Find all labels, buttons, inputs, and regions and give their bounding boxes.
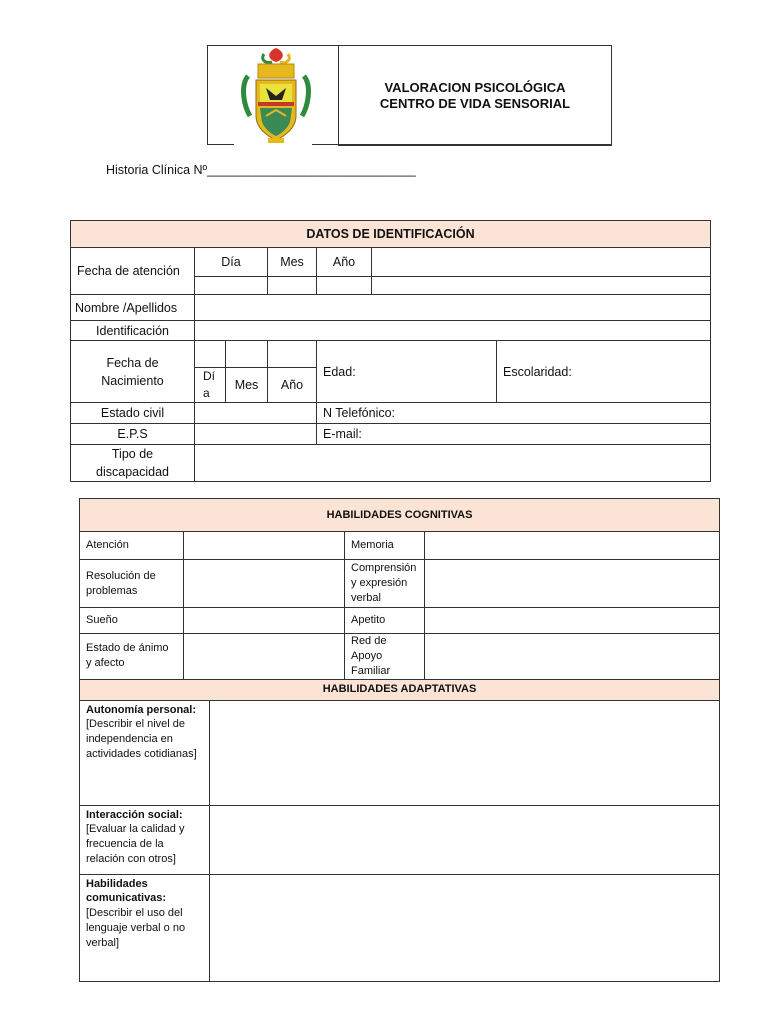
coat-of-arms-logo xyxy=(236,46,316,146)
animo-field[interactable] xyxy=(184,634,345,680)
resolucion-label: Resolución de problemas xyxy=(80,560,184,608)
comprension-field[interactable] xyxy=(425,560,720,608)
interaccion-bold: Interacción social: xyxy=(86,808,183,821)
tipo-disc-line2: discapacidad xyxy=(96,465,169,479)
nac-mes-label: Mes xyxy=(226,368,268,403)
fecha-nacimiento-line1: Fecha de xyxy=(106,355,159,370)
tipo-disc-line1: Tipo de xyxy=(111,447,154,461)
historia-clinica-line xyxy=(106,163,416,177)
fecha-nacimiento-label xyxy=(71,341,195,403)
ano-field[interactable] xyxy=(317,277,372,295)
title-line-2: CENTRO DE VIDA SENSORIAL xyxy=(379,96,571,111)
tipo-discapacidad-field[interactable] xyxy=(195,445,711,482)
ano-label: Año xyxy=(317,248,372,277)
resolucion-field[interactable] xyxy=(184,560,345,608)
red-apoyo-field[interactable] xyxy=(425,634,720,680)
comunicativas-field[interactable] xyxy=(210,874,720,981)
telefono-cell[interactable]: N Telefónico: xyxy=(317,403,711,424)
fecha-atencion-extra xyxy=(372,248,711,277)
comunicativas-bold: Habilidades comunicativas: xyxy=(86,877,167,905)
estado-civil-label: Estado civil xyxy=(71,403,195,424)
adaptativas-header: HABILIDADES ADAPTATIVAS xyxy=(80,679,720,700)
nac-ano-label: Año xyxy=(268,368,317,403)
nombre-field[interactable] xyxy=(195,295,711,321)
identificacion-header: DATOS DE IDENTIFICACIÓN xyxy=(71,221,711,248)
apetito-field[interactable] xyxy=(425,608,720,634)
nac-dia-label: Dí a xyxy=(195,368,226,403)
estado-civil-field[interactable] xyxy=(195,403,317,424)
email-cell[interactable]: E-mail: xyxy=(317,424,711,445)
edad-cell[interactable]: Edad: xyxy=(317,341,497,403)
autonomia-bold: Autonomía personal: xyxy=(86,703,197,716)
identification-table xyxy=(70,220,711,482)
fecha-nacimiento-line2: Nacimiento xyxy=(101,373,164,388)
nac-dia-field[interactable] xyxy=(195,341,226,368)
memoria-label: Memoria xyxy=(345,532,425,560)
cognitivas-header: HABILIDADES COGNITIVAS xyxy=(80,499,720,532)
mes-label: Mes xyxy=(268,248,317,277)
header-bottom-left xyxy=(207,144,234,145)
nombre-label: Nombre /Apellidos xyxy=(71,295,195,321)
header-bottom-mid xyxy=(312,144,340,145)
historia-underline: ______________________________ xyxy=(207,163,416,177)
comunicativas-label xyxy=(80,874,210,981)
tipo-discapacidad-label xyxy=(71,445,195,482)
header-title-cell xyxy=(338,45,612,146)
autonomia-label xyxy=(80,700,210,805)
atencion-field[interactable] xyxy=(184,532,345,560)
historia-label: Historia Clínica Nº xyxy=(106,163,208,177)
memoria-field[interactable] xyxy=(425,532,720,560)
red-apoyo-label: Red de Apoyo Familiar xyxy=(345,634,425,680)
fecha-atencion-label: Fecha de atención xyxy=(71,248,195,295)
habilidades-table xyxy=(79,498,720,982)
autonomia-desc: [Describir el nivel de independencia en actividades cotidianas] xyxy=(86,718,197,761)
sueno-field[interactable] xyxy=(184,608,345,634)
apetito-label: Apetito xyxy=(345,608,425,634)
atencion-label: Atención xyxy=(80,532,184,560)
identificacion-field[interactable] xyxy=(195,321,711,341)
autonomia-field[interactable] xyxy=(210,700,720,805)
comprension-label: Comprensión y expresión verbal xyxy=(345,560,425,608)
eps-label: E.P.S xyxy=(71,424,195,445)
identificacion-label: Identificación xyxy=(71,321,195,341)
interaccion-field[interactable] xyxy=(210,805,720,874)
dia-label: Día xyxy=(195,248,268,277)
sueno-label: Sueño xyxy=(80,608,184,634)
comunicativas-desc: [Describir el uso del lenguaje verbal o no verbal] xyxy=(86,907,186,949)
interaccion-desc: [Evaluar la calidad y frecuencia de la relación con otros] xyxy=(86,823,185,866)
fecha-atencion-extra-field[interactable] xyxy=(372,277,711,295)
title-line-1: VALORACION PSICOLÓGICA xyxy=(384,80,566,95)
animo-label: Estado de ánimo y afecto xyxy=(80,634,184,680)
nac-mes-field[interactable] xyxy=(226,341,268,368)
mes-field[interactable] xyxy=(268,277,317,295)
nac-ano-field[interactable] xyxy=(268,341,317,368)
dia-field[interactable] xyxy=(195,277,268,295)
escolaridad-cell[interactable]: Escolaridad: xyxy=(497,341,711,403)
header-logo-cell xyxy=(207,45,340,145)
interaccion-label xyxy=(80,805,210,874)
eps-field[interactable] xyxy=(195,424,317,445)
